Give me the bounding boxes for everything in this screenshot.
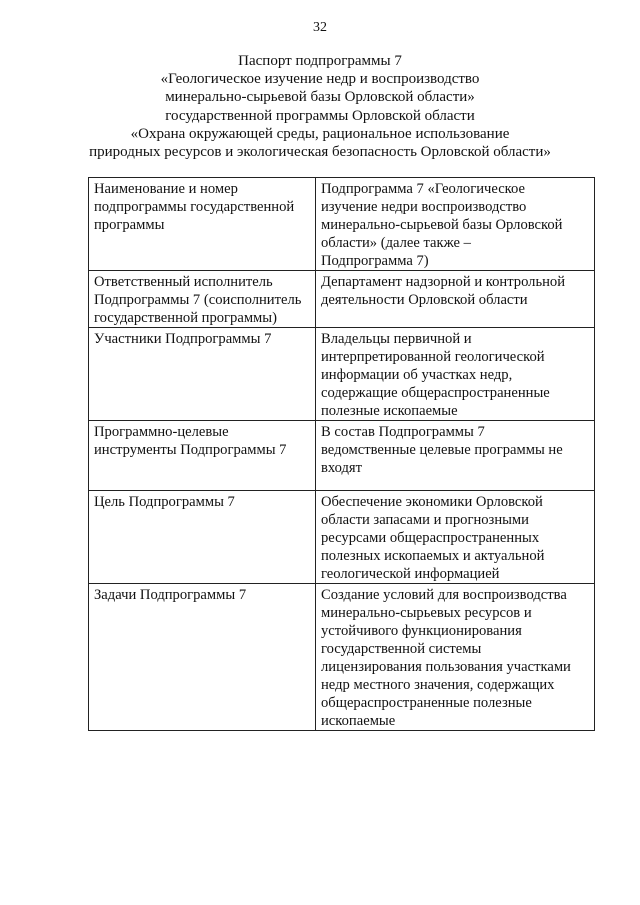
table-row: [89, 271, 595, 328]
table-row: [89, 584, 595, 731]
row-value-cell: Департамент надзорной и контрольной деятельности Орловской области: [316, 271, 595, 328]
table-row: [89, 328, 595, 421]
page-number: 32: [313, 20, 327, 35]
document-heading: [40, 52, 600, 161]
row-name-cell: Задачи Подпрограммы 7: [89, 584, 316, 731]
row-value-cell: Обеспечение экономики Орловской области запасами и прогнозными ресурсами общераспространенных полезных ископаемых и актуальной геологической информацией: [316, 491, 595, 584]
row-value-cell: Создание условий для воспроизводства минерально-сырьевых ресурсов и устойчивого функционирования государственной системы лицензирования пользования участками недр местного значения, содержащих общераспространенные полезные ископаемые: [316, 584, 595, 731]
row-name-cell: Цель Подпрограммы 7: [89, 491, 316, 584]
row-name-cell: Программно-целевые инструменты Подпрограммы 7: [89, 421, 316, 491]
heading-line: минерально-сырьевой базы Орловской области»: [165, 89, 475, 106]
heading-line: природных ресурсов и экологическая безопасность Орловской области»: [89, 144, 551, 161]
heading-line: государственной программы Орловской области: [165, 107, 475, 124]
table-row: [89, 491, 595, 584]
row-value-cell: В состав Подпрограммы 7 ведомственные целевые программы не входят: [316, 421, 595, 491]
row-name-cell: Наименование и номер подпрограммы государственной программы: [89, 178, 316, 271]
row-value-cell: Владельцы первичной и интерпретированной геологической информации об участках недр, содержащие общераспространенные полезные ископаемые: [316, 328, 595, 421]
heading-line: Паспорт подпрограммы 7: [238, 53, 402, 69]
passport-table: [88, 177, 595, 731]
row-value-cell: Подпрограмма 7 «Геологическое изучение недри воспроизводство минерально-сырьевой базы Орловской области» (далее также – Подпрограмма 7): [316, 178, 595, 271]
table-row: [89, 178, 595, 271]
heading-line: «Охрана окружающей среды, рациональное использование: [130, 125, 510, 142]
row-name-cell: Участники Подпрограммы 7: [89, 328, 316, 421]
table-row: [89, 421, 595, 491]
heading-line: «Геологическое изучение недр и воспроизводство: [160, 71, 480, 88]
row-name-cell: Ответственный исполнитель Подпрограммы 7 (соисполнитель государственной программы): [89, 271, 316, 328]
